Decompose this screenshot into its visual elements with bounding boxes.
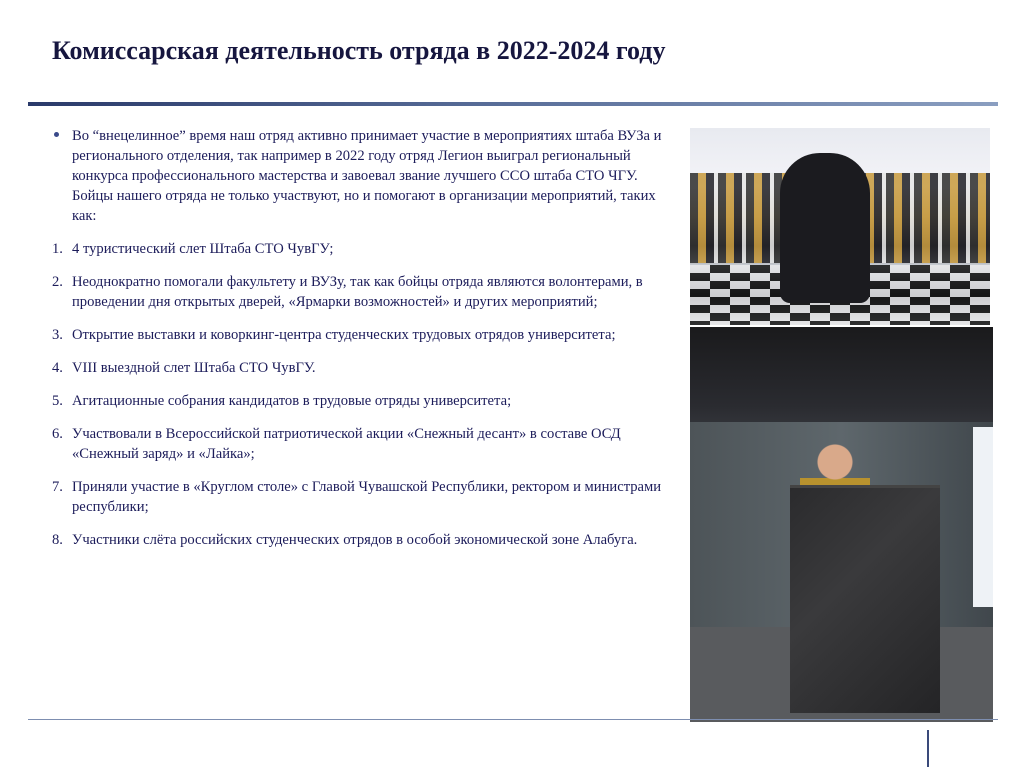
list-number: 5. [52, 393, 63, 409]
list-number: 2. [52, 274, 63, 290]
list-item-text: Участники слёта российских студенческих отрядов в особой экономической зоне Алабуга. [72, 532, 638, 548]
list-number: 1. [52, 241, 63, 257]
photo-speaker-at-podium [690, 327, 993, 722]
list-item-text: VIII выездной слет Штаба СТО ЧувГУ. [72, 360, 316, 376]
list-item [52, 424, 667, 464]
list-item [52, 477, 667, 517]
list-item [52, 239, 667, 259]
footer-vertical-divider [927, 730, 929, 767]
list-item-text: Неоднократно помогали факультету и ВУЗу, так как бойцы отряда являются волонтерами, в проведении дня открытых дверей, «Ярмарки возможностей» и других мероприятий; [72, 274, 643, 310]
list-item [52, 272, 667, 312]
list-number: 3. [52, 327, 63, 343]
slide-title: Комиссарская деятельность отряда в 2022-2024 году [52, 36, 666, 65]
list-number: 8. [52, 532, 63, 548]
footer-divider [28, 719, 998, 720]
list-item-text: Открытие выставки и коворкинг-центра студенческих трудовых отрядов университета; [72, 327, 616, 343]
intro-text: Во “внецелинное” время наш отряд активно принимает участие в мероприятиях штаба ВУЗа и регионального отделения, так например в 2022 году отряд Легион выиграл региональный конкурса профессионального мастерства и завоевал звание лучшего ССО штаба СТО ЧГУ. Бойцы нашего отряда не только участвуют, но и помогают в организации мероприятий, таких как: [72, 128, 662, 224]
list-item-text: 4 туристический слет Штаба СТО ЧувГУ; [72, 241, 334, 257]
list-item-text: Приняли участие в «Круглом столе» с Главой Чувашской Республики, ректором и министрами республики; [72, 479, 662, 515]
list-number: 6. [52, 426, 63, 442]
title-divider [28, 102, 998, 106]
bullet-icon [52, 126, 72, 226]
list-number: 7. [52, 479, 63, 495]
list-item [52, 391, 667, 411]
list-number: 4. [52, 360, 63, 376]
intro-bullet [52, 126, 667, 226]
slide-body [52, 126, 667, 563]
list-item [52, 325, 667, 345]
list-item-text: Агитационные собрания кандидатов в трудовые отряды университета; [72, 393, 512, 409]
list-item-text: Участвовали в Всероссийской патриотической акции «Снежный десант» в составе ОСД «Снежный заряд» и «Лайка»; [72, 426, 621, 462]
list-item [52, 358, 667, 378]
photo-group-with-guitarist [690, 128, 990, 325]
list-item [52, 530, 667, 550]
